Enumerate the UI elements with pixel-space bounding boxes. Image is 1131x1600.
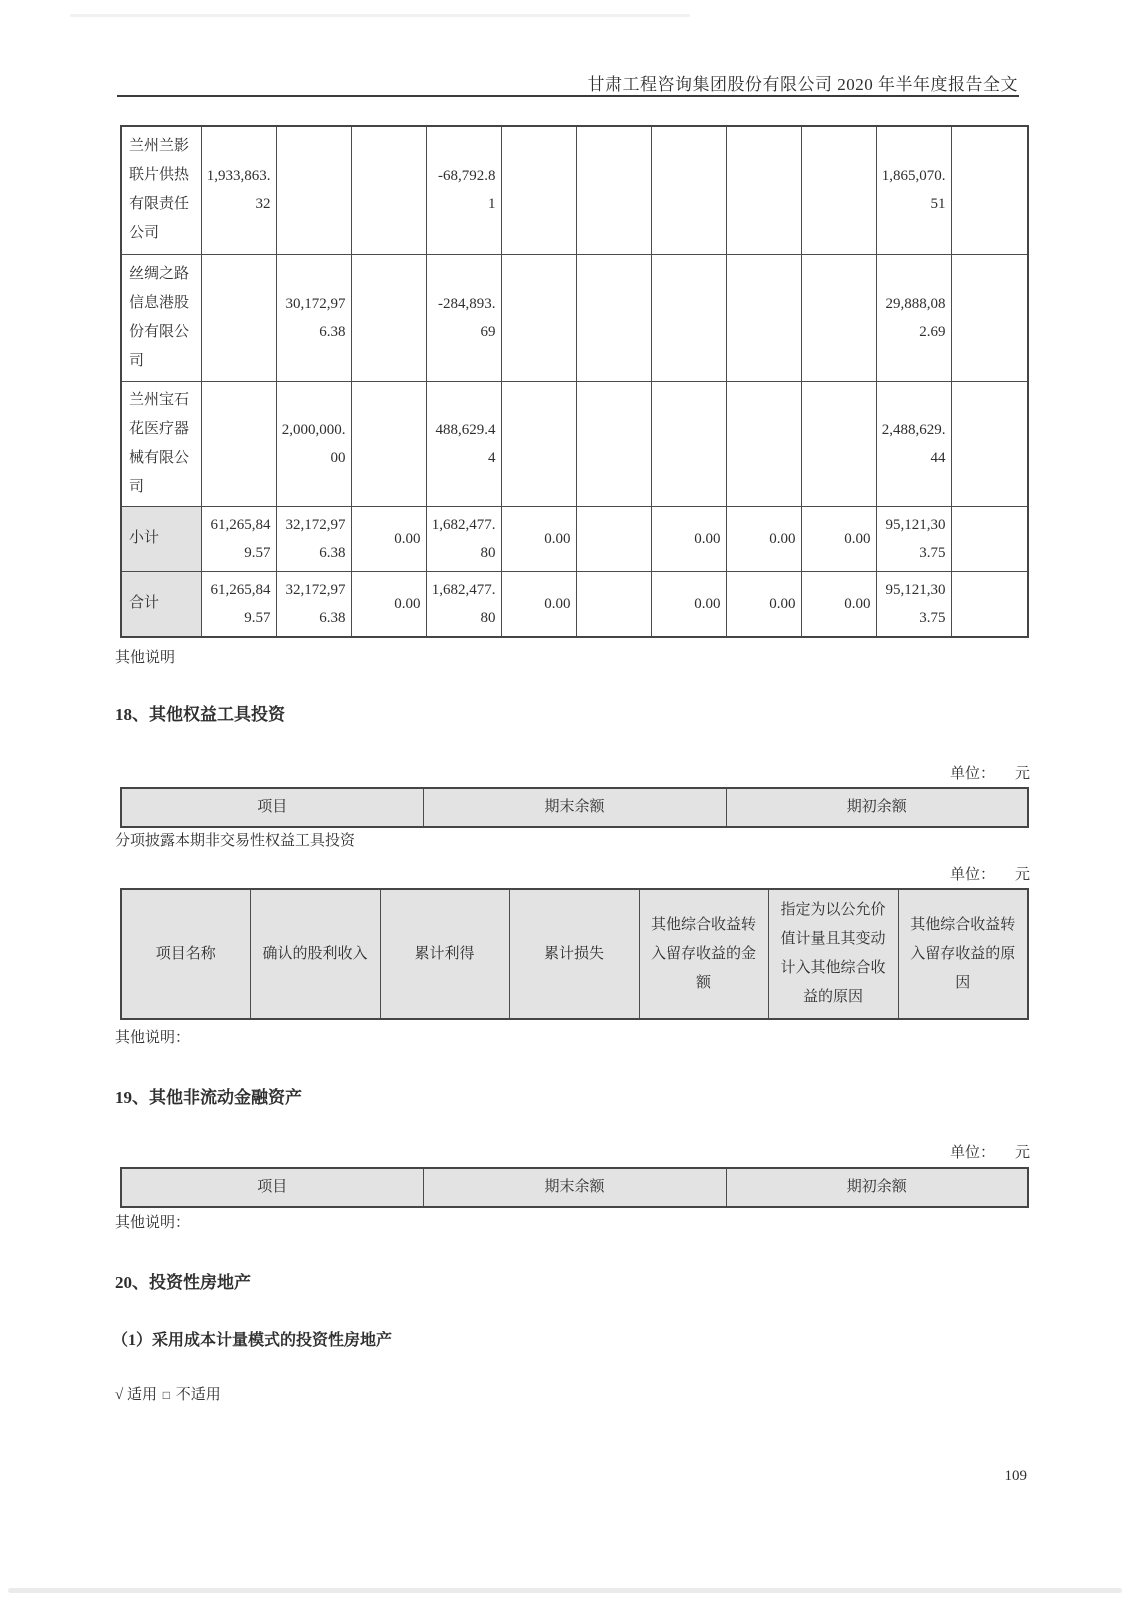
amount-cell: 0.00 [651,506,726,571]
other-notes-text: 其他说明： [115,1030,191,1046]
grand-total-row [121,571,1028,637]
amount-cell [651,254,726,381]
amount-cell: 0.00 [351,506,426,571]
unit-value: 元 [1014,1145,1030,1161]
amount-cell: 1,865,070.51 [876,126,951,254]
column-header-beginning-balance: 期初余额 [726,788,1028,827]
section-18-heading: 18、其他权益工具投资 [115,705,285,724]
section-20-1-subheading: （1）采用成本计量模式的投资性房地产 [112,1332,393,1349]
check-mark-icon: √ [115,1387,124,1403]
amount-cell [276,126,351,254]
unit-label: 单位： [949,766,995,782]
unit-value: 元 [1014,766,1030,782]
scan-artifact-top [70,14,690,17]
amount-cell: -284,893.69 [426,254,501,381]
amount-cell: -68,792.81 [426,126,501,254]
unit-line [950,863,1030,884]
amount-cell [651,381,726,506]
not-applicable-label: 不适用 [175,1387,221,1403]
other-noncurrent-financial-assets-table [120,1167,1029,1208]
column-header-ending-balance: 期末余额 [423,1168,726,1207]
amount-cell [951,506,1028,571]
column-header-accumulated-gains: 累计利得 [380,889,509,1019]
other-notes-text: 其他说明 [115,650,176,666]
amount-cell: 488,629.44 [426,381,501,506]
detail-disclosure-caption: 分项披露本期非交易性权益工具投资 [115,833,356,849]
empty-checkbox-icon: □ [162,1388,170,1402]
company-name-cell: 丝绸之路信息港股份有限公司 [121,254,201,381]
amount-cell: 0.00 [801,506,876,571]
company-name-cell: 兰州宝石花医疗器械有限公司 [121,381,201,506]
table-row [121,126,1028,254]
section-20-heading: 20、投资性房地产 [115,1273,251,1292]
amount-cell [801,381,876,506]
amount-cell [576,381,651,506]
amount-cell: 61,265,849.57 [201,506,276,571]
column-header-item: 项目 [121,788,423,827]
amount-cell: 0.00 [501,571,576,637]
column-header-dividend-income: 确认的股利收入 [250,889,380,1019]
company-name-cell: 兰州兰影联片供热有限责任公司 [121,126,201,254]
amount-cell: 0.00 [726,571,801,637]
amount-cell [951,254,1028,381]
unit-line [950,762,1030,783]
column-header-oci-transfer-reason: 其他综合收益转入留存收益的原因 [898,889,1028,1019]
amount-cell: 2,488,629.44 [876,381,951,506]
column-header-accumulated-losses: 累计损失 [509,889,639,1019]
subtotal-label-cell: 小计 [121,506,201,571]
page-number: 109 [1004,1468,1027,1484]
table-header-row [121,1168,1028,1207]
amount-cell [576,506,651,571]
equity-instrument-balance-table [120,787,1029,828]
amount-cell: 1,682,477.80 [426,506,501,571]
table-header-row [121,889,1028,1019]
amount-cell: 0.00 [726,506,801,571]
amount-cell: 0.00 [351,571,426,637]
amount-cell [501,381,576,506]
amount-cell [951,126,1028,254]
amount-cell: 32,172,976.38 [276,571,351,637]
amount-cell: 95,121,303.75 [876,506,951,571]
amount-cell [351,254,426,381]
table-header-row [121,788,1028,827]
unit-label: 单位： [949,867,995,883]
column-header-oci-transferred-amount: 其他综合收益转入留存收益的金额 [639,889,768,1019]
column-header-beginning-balance: 期初余额 [726,1168,1028,1207]
amount-cell: 1,682,477.80 [426,571,501,637]
table-row [121,254,1028,381]
amount-cell: 30,172,976.38 [276,254,351,381]
amount-cell: 0.00 [501,506,576,571]
unit-value: 元 [1014,867,1030,883]
amount-cell [801,254,876,381]
total-label-cell: 合计 [121,571,201,637]
report-header-title: 甘肃工程咨询集团股份有限公司 2020 年半年度报告全文 [587,75,1018,94]
unit-label: 单位： [949,1145,995,1161]
non-trading-equity-detail-table [120,888,1029,1020]
header-rule [117,95,1019,97]
amount-cell [576,126,651,254]
amount-cell [501,126,576,254]
subtotal-row [121,506,1028,571]
amount-cell [801,126,876,254]
amount-cell: 2,000,000.00 [276,381,351,506]
amount-cell [201,254,276,381]
amount-cell [726,126,801,254]
table-row [121,381,1028,506]
amount-cell [576,254,651,381]
amount-cell [726,381,801,506]
amount-cell: 0.00 [651,571,726,637]
column-header-fvoci-designation-reason: 指定为以公允价值计量且其变动计入其他综合收益的原因 [768,889,898,1019]
amount-cell [351,126,426,254]
amount-cell [576,571,651,637]
column-header-ending-balance: 期末余额 [423,788,726,827]
amount-cell: 29,888,082.69 [876,254,951,381]
amount-cell [726,254,801,381]
amount-cell [351,381,426,506]
amount-cell: 1,933,863.32 [201,126,276,254]
amount-cell [651,126,726,254]
amount-cell: 95,121,303.75 [876,571,951,637]
other-notes-text: 其他说明： [115,1215,191,1231]
unit-line [950,1141,1030,1162]
amount-cell [201,381,276,506]
amount-cell [501,254,576,381]
amount-cell: 32,172,976.38 [276,506,351,571]
section-19-heading: 19、其他非流动金融资产 [115,1088,302,1107]
applicability-line [115,1383,221,1404]
column-header-project-name: 项目名称 [121,889,250,1019]
applicable-label: 适用 [126,1387,157,1403]
amount-cell: 0.00 [801,571,876,637]
column-header-item: 项目 [121,1168,423,1207]
equity-investment-table [120,125,1029,638]
amount-cell [951,571,1028,637]
amount-cell [951,381,1028,506]
scan-artifact-bottom [8,1588,1122,1593]
amount-cell: 61,265,849.57 [201,571,276,637]
